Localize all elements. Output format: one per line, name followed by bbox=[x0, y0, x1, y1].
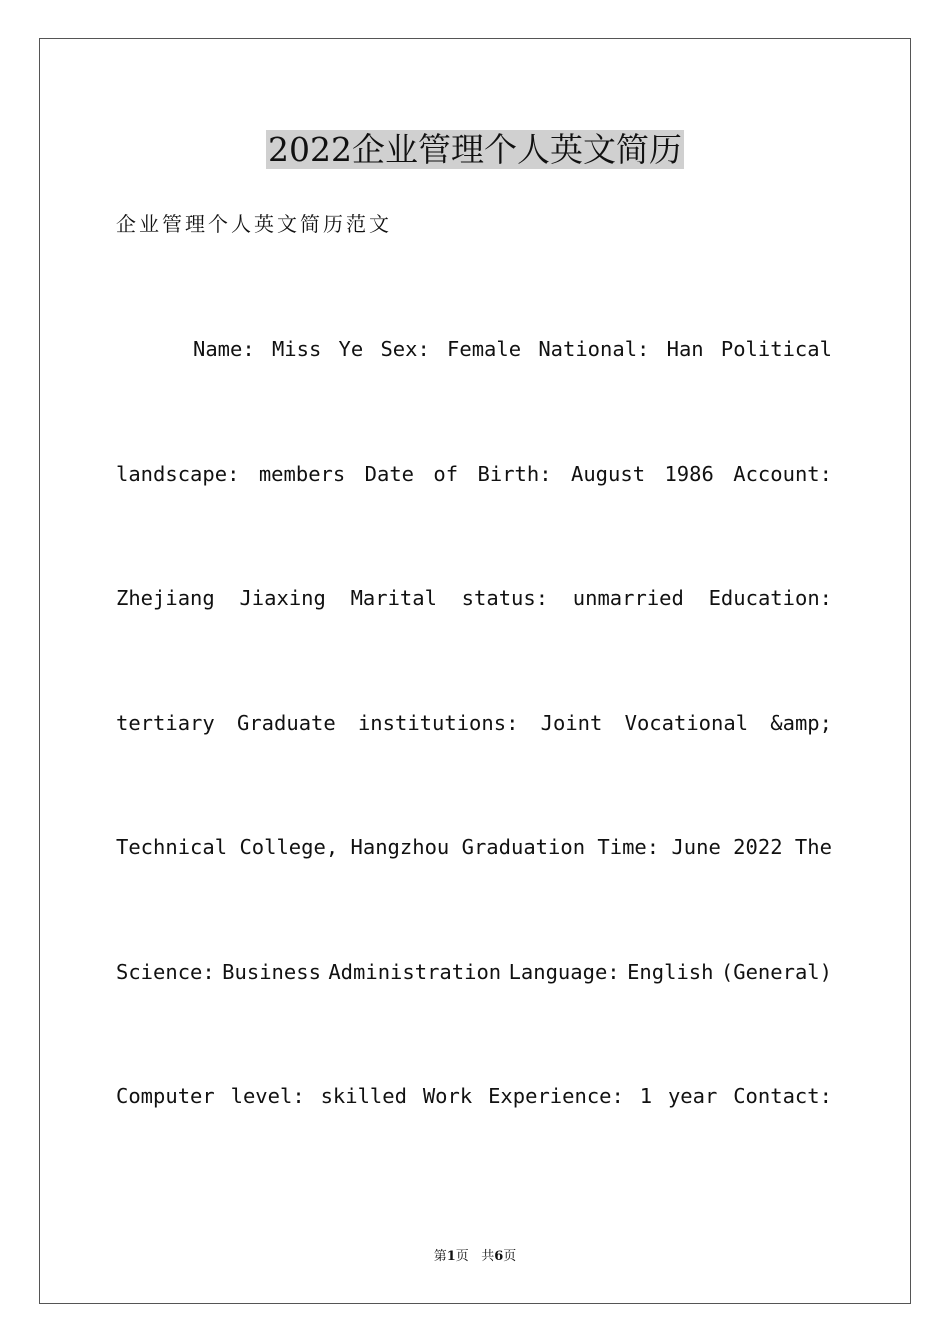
body-word: Graduate bbox=[236, 710, 336, 735]
footer-page-current: 1 bbox=[446, 1249, 456, 1264]
body-word: Science: bbox=[116, 959, 215, 984]
body-word: Name: bbox=[193, 337, 255, 361]
body-word: Computer bbox=[116, 1084, 215, 1108]
body-word: institutions: bbox=[357, 710, 519, 735]
footer-page-prefix: 第 bbox=[433, 1249, 447, 1264]
body-word: English bbox=[627, 959, 714, 984]
body-word: Date bbox=[364, 461, 415, 486]
body-word: Language: bbox=[508, 959, 620, 984]
footer-page-total: 6 bbox=[494, 1249, 504, 1264]
body-word: level: bbox=[230, 1084, 305, 1108]
body-word: (General) bbox=[720, 959, 832, 984]
body-word: 1 bbox=[639, 1084, 653, 1108]
body-word: Vocational bbox=[624, 710, 749, 735]
body-word: 2022 bbox=[733, 835, 783, 859]
body-word: Technical bbox=[116, 835, 228, 859]
body-word: unmarried bbox=[572, 586, 684, 610]
body-line bbox=[116, 457, 832, 582]
resume-body bbox=[116, 332, 832, 1204]
body-word: Marital bbox=[350, 586, 437, 610]
body-word: Graduation bbox=[461, 835, 586, 859]
body-word: of bbox=[433, 461, 459, 486]
body-word: Administration bbox=[328, 959, 502, 984]
body-line bbox=[116, 830, 832, 955]
body-line bbox=[116, 332, 832, 457]
body-line bbox=[116, 1079, 832, 1204]
body-word: Business bbox=[222, 959, 321, 984]
body-word: landscape: bbox=[116, 461, 240, 486]
footer-total-suffix: 页 bbox=[503, 1249, 517, 1264]
body-word: College, bbox=[239, 835, 339, 859]
body-word: Female bbox=[447, 337, 522, 361]
body-line bbox=[116, 581, 832, 706]
body-word: Education: bbox=[708, 586, 832, 610]
body-word: Sex: bbox=[380, 337, 430, 361]
footer-page-suffix: 页 bbox=[455, 1249, 469, 1264]
body-word: tertiary bbox=[116, 710, 215, 735]
body-word: members bbox=[258, 461, 346, 486]
document-title-text: 2022企业管理个人英文简历 bbox=[268, 130, 682, 169]
body-word: Political bbox=[720, 337, 832, 361]
body-line bbox=[116, 706, 832, 831]
body-word: Han bbox=[666, 337, 704, 361]
body-word: Jiaxing bbox=[239, 586, 326, 610]
body-word: Hangzhou bbox=[350, 835, 450, 859]
body-word: year bbox=[667, 1084, 718, 1108]
body-word: Miss bbox=[271, 337, 322, 361]
body-word: Birth: bbox=[477, 461, 552, 486]
body-word: 1986 bbox=[664, 461, 714, 486]
body-word: August bbox=[570, 461, 646, 486]
document-title bbox=[0, 127, 950, 173]
body-word: Contact: bbox=[733, 1084, 832, 1108]
body-word: Account: bbox=[733, 461, 832, 486]
body-word: skilled bbox=[320, 1084, 407, 1108]
body-line bbox=[116, 955, 832, 1080]
page-footer bbox=[0, 1247, 950, 1267]
body-word: June bbox=[671, 835, 721, 859]
body-word: The bbox=[794, 835, 832, 859]
body-word: Zhejiang bbox=[116, 586, 215, 610]
body-word: National: bbox=[538, 337, 650, 361]
body-word: Work bbox=[422, 1084, 473, 1108]
document-subtitle: 企业管理个人英文简历范文 bbox=[116, 212, 392, 236]
body-word: Experience: bbox=[488, 1084, 624, 1108]
body-word: Time: bbox=[597, 835, 660, 859]
body-word: Ye bbox=[338, 337, 364, 361]
body-word: status: bbox=[461, 586, 549, 610]
body-word: Joint bbox=[540, 710, 603, 735]
footer-total-prefix: 共 bbox=[481, 1249, 495, 1264]
body-word: &amp; bbox=[770, 710, 832, 735]
